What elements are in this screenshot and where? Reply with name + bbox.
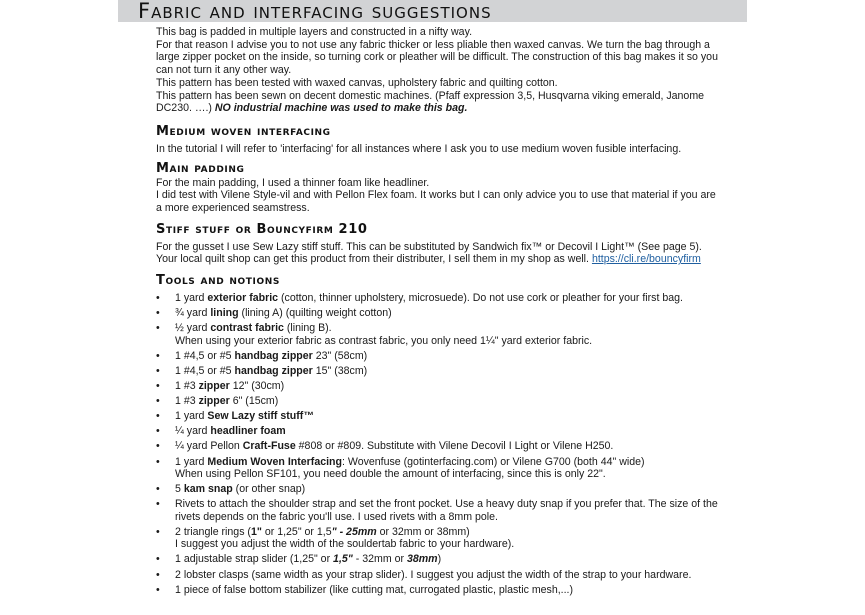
item-bold: exterior fabric bbox=[207, 292, 279, 305]
bullet-icon: • bbox=[156, 455, 160, 468]
list-item bbox=[156, 425, 721, 438]
bullet-icon: • bbox=[156, 583, 160, 596]
item-bold: lining bbox=[210, 307, 239, 320]
bullet-icon: • bbox=[156, 425, 160, 438]
item-bold: Medium Woven Interfacing bbox=[207, 455, 342, 468]
section-text: In the tutorial I will refer to 'interfacing' for all instances where I ask you to use medium woven fusible interfacing. bbox=[156, 142, 682, 155]
intro-line: This bag is padded in multiple layers and constructed in a nifty way. bbox=[156, 26, 473, 38]
list-item bbox=[156, 350, 721, 363]
item-text: 1 #3 bbox=[175, 380, 199, 393]
item-text: 23" (58cm) bbox=[312, 349, 368, 362]
section-heading: Medium woven interfacing bbox=[156, 123, 331, 139]
item-note: I suggest you adjust the width of the souldertab fabric to your hardware). bbox=[175, 538, 515, 551]
list-item bbox=[156, 553, 721, 566]
bullet-icon: • bbox=[156, 307, 160, 320]
section-heading: Tools and notions bbox=[156, 273, 280, 289]
bullet-icon: • bbox=[156, 349, 160, 362]
list-item bbox=[156, 456, 721, 481]
item-text: or 1,25" or 1,5 bbox=[261, 525, 332, 538]
list-item bbox=[156, 292, 721, 305]
list-item bbox=[156, 322, 721, 347]
item-bold-italic: 1,5" bbox=[333, 553, 353, 566]
item-bold: contrast fabric bbox=[210, 322, 284, 335]
section-stiff bbox=[156, 222, 721, 266]
item-text: ¾ yard bbox=[175, 307, 211, 320]
item-bold: headliner foam bbox=[210, 425, 286, 438]
item-bold: 1" bbox=[250, 525, 262, 538]
item-note: When using Pellon SF101, you need double the amount of interfacing, since this is only 22". bbox=[175, 468, 606, 481]
item-text: : Wovenfuse (gotinterfacing.com) or Vilene G700 (both 44" wide) bbox=[342, 455, 645, 468]
item-bold-italic: " - 25mm bbox=[331, 525, 377, 538]
section-interfacing bbox=[156, 124, 721, 156]
list-item bbox=[156, 440, 721, 453]
item-text: 1 adjustable strap slider (1,25" or bbox=[175, 553, 334, 566]
item-text: 5 bbox=[175, 483, 184, 496]
bullet-icon: • bbox=[156, 525, 160, 538]
intro-line: For that reason I advise you to not use any fabric thicker or less pliable then waxed canvas. We turn the bag through a large zipper pocket on the inside, so turning cork or pleather will be difficult. The construction of this bag makes it so you can not turn it any other way. bbox=[156, 38, 718, 77]
item-text: ½ yard bbox=[175, 322, 211, 335]
bullet-icon: • bbox=[156, 322, 160, 335]
bullet-icon: • bbox=[156, 568, 160, 581]
list-item bbox=[156, 584, 721, 597]
item-text: 15" (38cm) bbox=[312, 365, 368, 378]
item-text: 1 yard bbox=[175, 455, 208, 468]
shop-text: Your local quilt shop can get this product from their distributer, I sell them in my shop as well. bbox=[156, 253, 592, 266]
section-heading: Main padding bbox=[156, 160, 245, 176]
section-heading: Stiff stuff or Bouncyfirm 210 bbox=[156, 221, 368, 237]
bullet-icon: • bbox=[156, 292, 160, 305]
list-item bbox=[156, 526, 721, 551]
list-item bbox=[156, 410, 721, 423]
item-text: 1 #4,5 or #5 bbox=[175, 349, 235, 362]
intro-machines bbox=[156, 90, 721, 115]
item-bold: handbag zipper bbox=[234, 349, 313, 362]
tools-list bbox=[156, 292, 721, 596]
bullet-icon: • bbox=[156, 380, 160, 393]
bouncyfirm-link[interactable]: https://cli.re/bouncyfirm bbox=[591, 253, 701, 266]
item-text: ) bbox=[437, 553, 442, 566]
item-text: (or other snap) bbox=[232, 483, 306, 496]
item-text: 1 piece of false bottom stabilizer (like cutting mat, currogated plastic, plastic mesh,...) bbox=[175, 583, 574, 596]
item-text: ¼ yard Pellon bbox=[175, 440, 243, 453]
intro-line: This pattern has been tested with waxed canvas, upholstery fabric and quilting cotton. bbox=[156, 76, 558, 89]
item-text: (lining A) (quilting weight cotton) bbox=[238, 307, 392, 320]
machines-emphasis: NO industrial machine was used to make this bag. bbox=[214, 102, 468, 115]
item-text: - 32mm or bbox=[352, 553, 407, 566]
item-text: (cotton, thinner upholstery, microsuede). Do not use cork or pleather for your first bag. bbox=[278, 292, 683, 305]
item-bold: handbag zipper bbox=[234, 365, 313, 378]
section-text: For the gusset I use Sew Lazy stiff stuff. This can be substituted by Sandwich fix™ or Decovil I Light™ (See page 5). bbox=[156, 240, 702, 253]
list-item bbox=[156, 569, 721, 582]
bullet-icon: • bbox=[156, 553, 160, 566]
item-text: 6" (15cm) bbox=[229, 395, 279, 408]
item-text: 1 #4,5 or #5 bbox=[175, 365, 235, 378]
list-item bbox=[156, 395, 721, 408]
bullet-icon: • bbox=[156, 395, 160, 408]
item-text: 1 yard bbox=[175, 410, 208, 423]
title-bar bbox=[118, 0, 747, 22]
bullet-icon: • bbox=[156, 483, 160, 496]
bullet-icon: • bbox=[156, 410, 160, 423]
section-text bbox=[156, 253, 721, 266]
item-text: or 32mm or 38mm) bbox=[376, 525, 470, 538]
document-body bbox=[156, 22, 721, 596]
item-bold: kam snap bbox=[183, 483, 233, 496]
item-bold: zipper bbox=[198, 380, 230, 393]
item-bold-italic: 38mm bbox=[406, 553, 438, 566]
item-text: Rivets to attach the shoulder strap and set the front pocket. Use a heavy duty snap if you prefer that. The size of the rivets depends on the fabric you'll use. I used rivets with a 8mm pole. bbox=[175, 498, 718, 523]
item-bold: Craft-Fuse bbox=[242, 440, 296, 453]
section-padding bbox=[156, 161, 721, 215]
section-text: For the main padding, I used a thinner foam like headliner. bbox=[156, 176, 430, 189]
item-bold: zipper bbox=[198, 395, 230, 408]
list-item bbox=[156, 380, 721, 393]
item-text: (lining B). bbox=[283, 322, 332, 335]
item-text: 1 #3 bbox=[175, 395, 199, 408]
machines-text: This pattern has been sewn on decent domestic machines. (Pfaff expression 3,5, Husqvarna viking emerald, Janome DC230. ….) bbox=[156, 89, 705, 115]
bullet-icon: • bbox=[156, 365, 160, 378]
item-text: 12" (30cm) bbox=[229, 380, 285, 393]
item-text: 1 yard bbox=[175, 292, 208, 305]
list-item bbox=[156, 307, 721, 320]
item-note: When using your exterior fabric as contrast fabric, you only need 1¼" yard exterior fabric. bbox=[175, 334, 593, 347]
bullet-icon: • bbox=[156, 498, 160, 511]
item-bold: Sew Lazy stiff stuff™ bbox=[207, 410, 314, 423]
item-text: ¼ yard bbox=[175, 425, 211, 438]
intro bbox=[156, 26, 721, 115]
list-item bbox=[156, 483, 721, 496]
list-item bbox=[156, 498, 721, 523]
item-text: #808 or #809. Substitute with Vilene Decovil I Light or Vilene H250. bbox=[295, 440, 614, 453]
list-item bbox=[156, 365, 721, 378]
section-text: I did test with Vilene Style-vil and with Pellon Flex foam. It works but I can only advice you to use that material if you are a more experienced seamstress. bbox=[156, 189, 716, 215]
page-title: Fabric and interfacing suggestions bbox=[138, 0, 492, 22]
section-tools bbox=[156, 273, 721, 596]
item-text: 2 triangle rings ( bbox=[175, 525, 251, 538]
bullet-icon: • bbox=[156, 440, 160, 453]
item-text: 2 lobster clasps (same width as your strap slider). I suggest you adjust the width of the strap to your hardware. bbox=[175, 568, 692, 581]
